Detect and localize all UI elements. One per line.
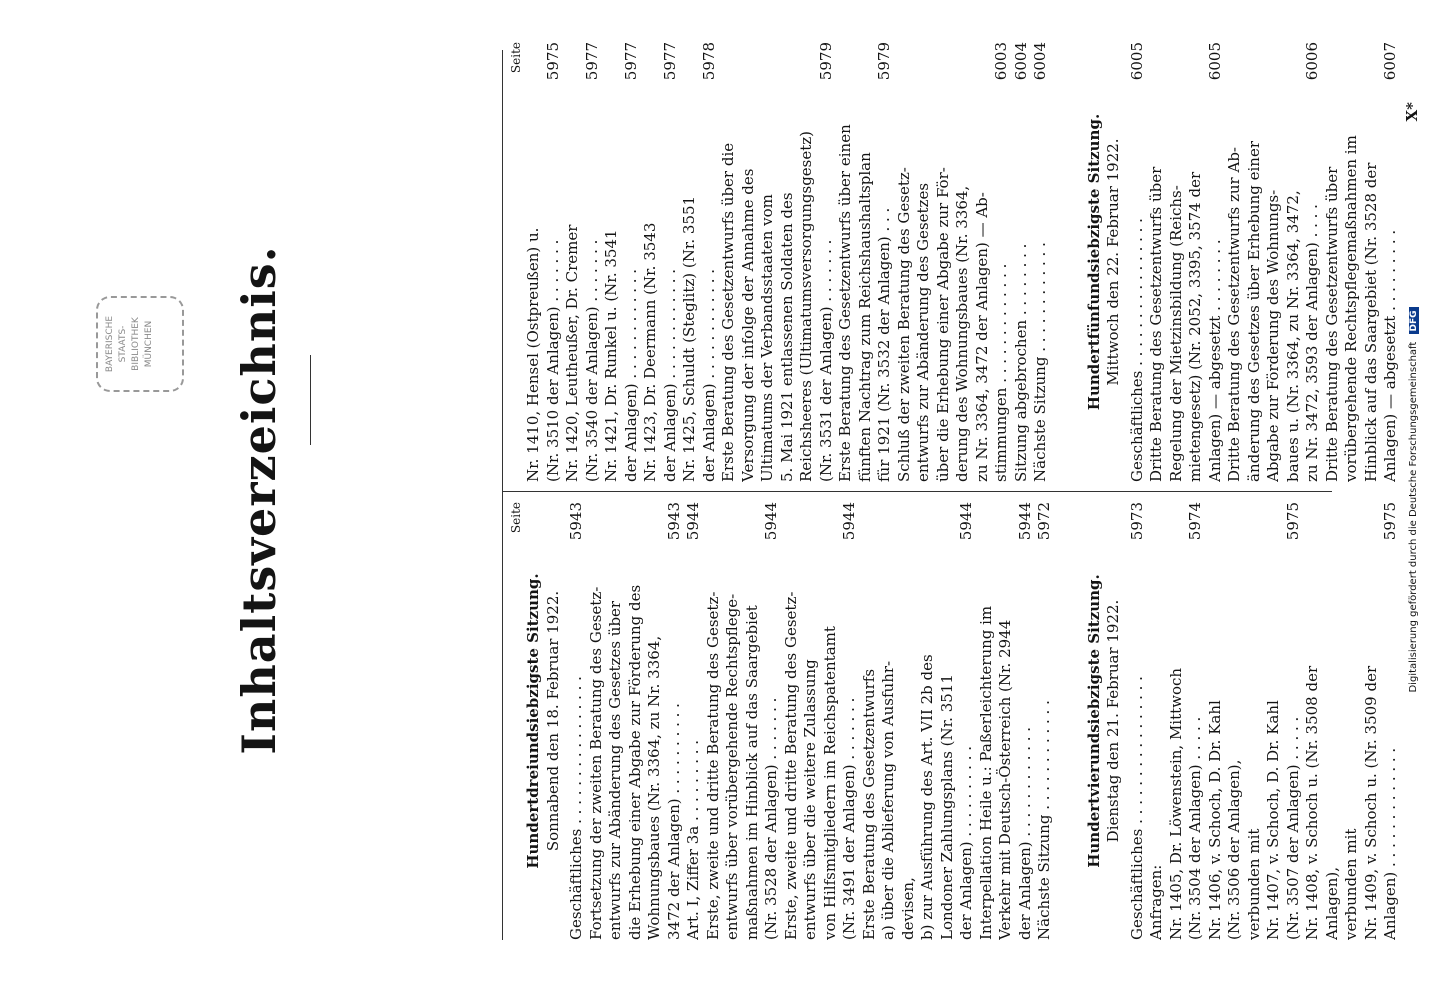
page-number: 5977 [660,42,679,81]
entry-text: Hinblick auf das Saargebiet (Nr. 3528 der [1361,162,1380,482]
seite-label-left: Seite [509,502,523,534]
page-number: 5978 [699,42,718,81]
toc-entry [602,42,622,482]
session-173-heading: Hundertdreiundsiebzigste Sitzung. [524,573,542,869]
page-number: 5943 [664,502,683,541]
toc-entry [665,502,685,940]
toc-entry [1381,42,1401,482]
entry-text: entwurfs über die weitere Zulassung [801,659,819,940]
page-number: 5944 [1015,502,1034,541]
entry-text: Nr. 1407, v. Schoch, D. Dr. Kahl [1264,700,1282,940]
toc-entry [973,42,993,482]
entry-text: baues u. (Nr. 3364, zu Nr. 3364, 3472, [1283,190,1302,482]
entry-text: Fortsetzung der zweiten Beratung des Gesetz- [586,586,605,940]
entry-text: Anlagen) . . . . . . . . . . . . . [1381,747,1399,940]
entry-text: Wohnungsbaues (Nr. 3364, zu Nr. 3364, [645,635,663,940]
right-column [508,42,1422,482]
stamp-line-2: STAATS- [118,325,128,363]
page-number: 6004 [1011,42,1030,81]
entry-text: über die Erhebung einer Abgabe zur För- [933,167,952,482]
entry-text: a) über die Ablieferung von Ausfuhr- [879,660,897,940]
toc-entry [680,42,700,482]
entry-text: verbunden mit [1244,828,1263,940]
toc-entry [860,502,880,940]
entry-text: Nr. 1420, Leutheußer, Dr. Cremer [563,224,581,482]
entry-text: stimmungen . . . . . . . . . . . . . [992,263,1010,482]
toc-entry [996,502,1016,940]
entry-text: Nr. 1406, v. Schoch, D. Dr. Kahl [1205,700,1224,940]
entry-text: vorübergehende Rechtspflegemaßnahmen im [1342,135,1360,482]
entry-text: derung des Wohnungsbaues (Nr. 3364, [953,185,971,482]
page-number: 5972 [1035,502,1053,541]
toc-entry [1186,42,1206,482]
signature-mark: X* [1402,102,1421,122]
page-number: 5975 [1381,502,1399,541]
toc-entry [1206,502,1226,940]
toc-entry [700,42,720,482]
toc-entry [801,502,821,940]
entry-text: Dritte Beratung des Gesetzentwurfs zur Ab- [1225,147,1243,482]
entry-text: Dritte Beratung des Gesetzentwurfs über [1322,166,1341,482]
page-number: 6005 [1127,42,1146,81]
session-175-date: Mittwoch den 22. Februar 1922. [1104,138,1122,386]
page-number: 6004 [1031,42,1049,81]
page-number: 5977 [621,42,640,81]
entry-text: Geschäftliches . . . . . . . . . . . . . . . . [1127,676,1146,940]
entry-text: Geschäftliches . . . . . . . . . . . . . . . . [567,676,585,940]
left-column [508,502,1401,940]
toc-entry [1128,502,1148,940]
toc-entry [895,42,915,482]
entry-text: Nr. 1405, Dr. Löwenstein, Mittwoch [1166,667,1185,940]
toc-entry [1012,42,1032,482]
toc-entry [1147,502,1167,940]
toc-entry [1245,42,1265,482]
toc-entry [1284,502,1304,940]
toc-entry [1303,42,1323,482]
toc-entry [879,502,899,940]
toc-entry [661,42,681,482]
toc-entry [583,42,603,482]
page-number: 5944 [684,502,702,541]
toc-entry [684,502,704,940]
entry-text: Erste, zweite und dritte Beratung des Gesetz- [703,591,722,940]
title-rule [310,355,311,445]
dfg-logo: DFG [1409,307,1419,334]
toc-entry [524,42,544,482]
entry-text: Sitzung abgebrochen . . . . . . . . [1011,243,1030,482]
entry-text: der Anlagen) . . . . . . . . . . . . [699,268,718,482]
toc-entry [1362,42,1382,482]
toc-entry [953,42,973,482]
entry-text: Anlagen), [1322,867,1341,940]
page-number: 5979 [816,42,835,81]
entry-text: 5. Mai 1921 entlassenen Soldaten des [777,192,796,482]
entry-text: Erste Beratung des Gesetzentwurfs [859,668,878,940]
toc-entry [918,502,938,940]
stamp-line-4: MÜNCHEN [144,320,154,368]
page-number: 6006 [1303,42,1321,81]
toc-entry [1167,502,1187,940]
entry-text: Art. I, Ziffer 3a . . . . . . . . . [684,739,702,940]
toc-entry [1016,502,1036,940]
toc-entry [836,42,856,482]
page-title: Inhaltsverzeichnis. [232,245,286,755]
entry-text: Erste Beratung des Gesetzentwurfs über einen [836,124,854,482]
toc-entry [1147,42,1167,482]
entry-text: Nr. 1421, Dr. Runkel u. (Nr. 3541 [602,229,620,482]
toc-entry [992,42,1012,482]
toc-entry [567,502,587,940]
session-173-entries [567,502,1055,940]
entry-text: Schluß der zweiten Beratung des Gesetz- [894,167,913,482]
page-number: 5944 [957,502,975,541]
entry-text: (Nr. 3531 der Anlagen) . . . . . . . [816,239,835,482]
toc-entry [622,42,642,482]
entry-text: der Anlagen) . . . . . . . . . . . . [660,268,679,482]
page-number: 6007 [1381,42,1399,81]
toc-entry [1284,42,1304,482]
entry-text: (Nr. 3506 der Anlagen), [1225,759,1243,940]
entry-text: die Erhebung einer Abgabe zur Förderung des [625,584,644,940]
page-number: 5943 [567,502,585,541]
entry-text: Anlagen) — abgesetzt . . . . . . . . [1205,239,1224,482]
toc-entry [1342,502,1362,940]
entry-text: zu Nr. 3472, 3593 der Anlagen) . . . . [1303,204,1321,482]
toc-entry [1225,42,1245,482]
toc-entry [934,42,954,482]
session-174-continued-entries [524,42,1051,482]
toc-entry [1264,42,1284,482]
toc-entry [1128,42,1148,482]
seite-label-right: Seite [509,42,523,74]
dfg-footer-text: Digitalisierung gefördert durch die Deutsche Forschungsgemeinschaft [1408,341,1419,693]
entry-text: (Nr. 3540 der Anlagen) . . . . . . . [582,239,601,482]
page-number: 5975 [1283,502,1302,541]
entry-text: Dritte Beratung des Gesetzentwurfs über [1147,166,1165,482]
toc-entry [606,502,626,940]
page-number: 6003 [992,42,1010,81]
entry-text: Reichsheeres (Ultimatumsversorgungsgesetz) [797,130,815,482]
toc-entry [762,502,782,940]
entry-text: (Nr. 3510 der Anlagen) . . . . . . . [543,239,562,482]
entry-text: devisen, [898,877,917,940]
entry-text: entwurfs über vorübergehende Rechtspflege- [723,593,741,940]
toc-entry [977,502,997,940]
entry-text: fünften Nachtrag zum Reichshaushaltsplan [855,152,874,482]
session-174-entries [1128,502,1401,940]
entry-text: Nr. 1425, Schuldt (Steglitz) (Nr. 3551 [680,195,698,482]
entry-text: Verkehr mit Deutsch-Österreich (Nr. 2944 [996,619,1014,940]
entry-text: zu Nr. 3364, 3472 der Anlagen) — Ab- [972,192,991,482]
toc-entry [797,42,817,482]
toc-entry [938,502,958,940]
toc-entry [1323,502,1343,940]
toc-entry [1225,502,1245,940]
toc-entry [782,502,802,940]
entry-text: b) zur Ausführung des Art. VII 2b des [918,654,936,940]
page-number: 5974 [1186,502,1204,541]
session-174-heading: Hundertvierundsiebzigste Sitzung. [1084,574,1103,868]
entry-text: Londoner Zahlungsplans (Nr. 3511 [937,674,956,940]
toc-entry [1381,502,1401,940]
toc-entry [875,42,895,482]
toc-entry [899,502,919,940]
toc-entry [645,502,665,940]
toc-entry [641,42,661,482]
toc-entry [1323,42,1343,482]
toc-entry [1303,502,1323,940]
toc-entry [544,42,564,482]
entry-text: Nr. 1408, v. Schoch u. (Nr. 3508 der [1303,665,1321,940]
entry-text: Regelung der Mietzinsbildung (Reichs- [1166,185,1185,482]
toc-entry [1031,42,1051,482]
entry-text: von Hilfsmitgliedern im Reichspatentamt [820,626,839,940]
entry-text: (Nr. 3491 der Anlagen) . . . . . . . [840,697,858,940]
entry-text: Nr. 1410, Hensel (Ostpreußen) u. [524,227,542,482]
toc-entry [1035,502,1055,940]
toc-entry [1264,502,1284,940]
entry-text: (Nr. 3528 der Anlagen) . . . . . . . [762,697,780,940]
entry-text: (Nr. 3507 der Anlagen) . . . . . [1283,716,1302,940]
toc-entry [821,502,841,940]
stamp-line-1: BAYERISCHE [105,315,115,373]
toc-entry [723,502,743,940]
page-number: 5975 [543,42,562,81]
toc-entry [563,42,583,482]
entry-text: Erste Beratung des Gesetzentwurfs über die [719,142,737,482]
toc-entry [840,502,860,940]
toc-entry [758,42,778,482]
entry-text: maßnahmen im Hinblick auf das Saargebiet [742,605,761,940]
column-divider [502,491,1332,492]
toc-entry [914,42,934,482]
entry-text: Nr. 1409, v. Schoch u. (Nr. 3509 der [1361,665,1380,940]
entry-text: Ultimatums der Verbandsstaaten vom [758,194,776,482]
toc-entry [1167,42,1187,482]
page-number: 5979 [875,42,893,81]
session-173-date: Sonnabend den 18. Februar 1922. [543,590,562,852]
entry-text: änderung des Gesetzes über Erhebung einer [1244,140,1263,482]
library-stamp [96,296,184,392]
session-174-date: Dienstag den 21. Februar 1922. [1104,599,1122,843]
entry-text: Abgabe zur Förderung des Wohnungs- [1264,189,1282,482]
entry-text: verbunden mit [1342,828,1360,940]
toc-entry [817,42,837,482]
toc-entry [1206,42,1226,482]
entry-text: der Anlagen) . . . . . . . . . . . . [621,268,640,482]
entry-text: Nächste Sitzung . . . . . . . . . . . . [1031,242,1049,482]
page-number: 5977 [582,42,601,81]
toc-entry [856,42,876,482]
dfg-footer [1408,0,1419,1000]
toc-entry [957,502,977,940]
entry-text: entwurfs zur Abänderung des Gesetzes [914,182,932,482]
toc-entry [1186,502,1206,940]
entry-text: Geschäftliches . . . . . . . . . . . . . . . . [1127,218,1146,482]
toc-entry [778,42,798,482]
toc-entry [587,502,607,940]
entry-text: der Anlagen) . . . . . . . . . . . . [1015,726,1034,940]
entry-text: (Nr. 3504 der Anlagen) . . . . . [1186,716,1204,940]
entry-text: entwurfs zur Abänderung des Gesetzes über [606,600,624,940]
header-rule [502,50,503,940]
toc-entry [626,502,646,940]
entry-text: der Anlagen) . . . . . . . . . . [957,745,975,940]
entry-text: Anfragen: [1147,864,1165,940]
toc-entry [719,42,739,482]
entry-text: mietengesetz) (Nr. 2052, 3395, 3574 der [1186,171,1204,482]
toc-entry [1245,502,1265,940]
entry-text: 3472 der Anlagen) . . . . . . . . . . [664,703,683,940]
session-175-entries [1128,42,1401,482]
page-number: 5944 [762,502,780,541]
entry-text: Nr. 1423, Dr. Deermann (Nr. 3543 [641,222,659,482]
entry-text: Erste, zweite und dritte Beratung des Gesetz- [781,591,800,940]
toc-entry [739,42,759,482]
entry-text: für 1921 (Nr. 3532 der Anlagen) . . . [875,207,893,482]
toc-entry [1342,42,1362,482]
entry-text: Versorgung der infolge der Annahme des [738,168,757,482]
page-number: 6005 [1205,42,1224,81]
toc-entry [704,502,724,940]
stamp-line-3: BIBLIOTHEK [131,317,141,371]
session-175-heading: Hundertfünfundsiebzigste Sitzung. [1084,113,1103,411]
toc-entry [743,502,763,940]
entry-text: Anlagen) — abgesetzt . . . . . . . . . [1381,229,1399,482]
page-number: 5944 [840,502,858,541]
page-number: 5973 [1127,502,1146,541]
entry-text: Nächste Sitzung . . . . . . . . . . . . [1035,700,1053,940]
toc-entry [1362,502,1382,940]
entry-text: Interpellation Heile u.: Paßerleichterung im [976,605,995,940]
